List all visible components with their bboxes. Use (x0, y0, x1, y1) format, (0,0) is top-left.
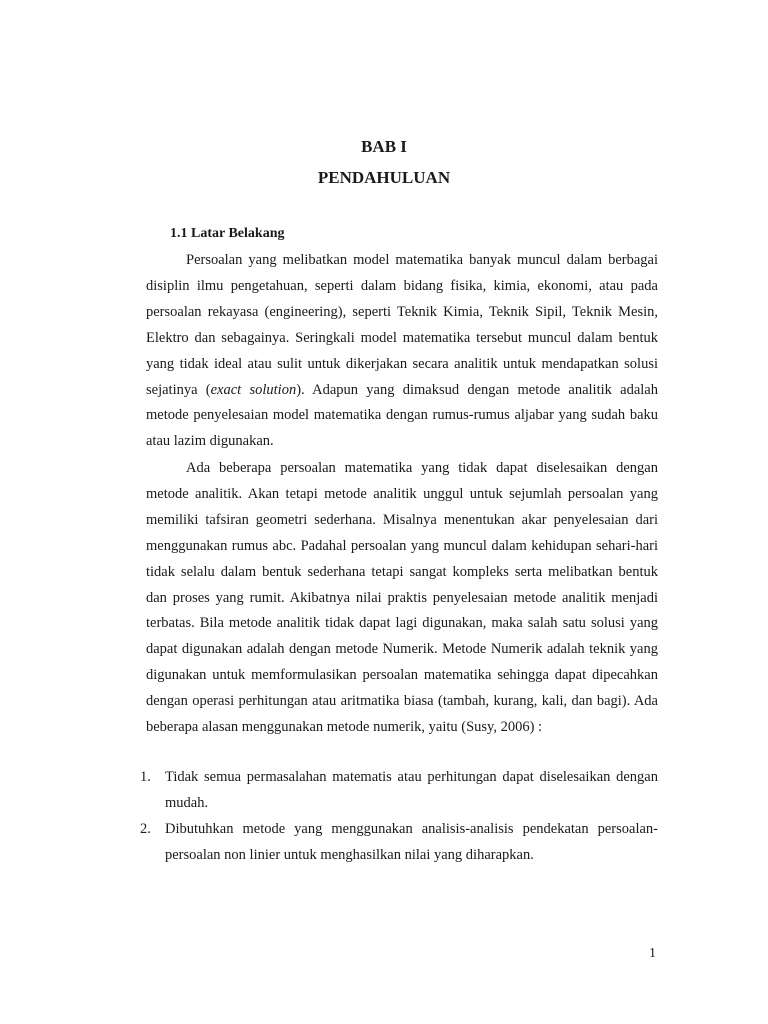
paragraph-1-text-end: ). Adapun yang dimaksud dengan metode analitik adalah metode penyelesaian model matematika dengan rumus-rumus aljabar yang sudah baku atau lazim digunakan. (146, 381, 658, 450)
list-item (140, 817, 658, 869)
paragraph-2-text: Ada beberapa persoalan matematika yang tidak dapat diselesaikan dengan metode analitik. Akan tetapi metode analitik unggul untuk sejumlah persoalan yang memiliki tafsiran geometri sederhana. Misalnya menentukan akar penyelesaian dari menggunakan rumus abc. Padahal persoalan yang muncul dalam kehidupan sehari-hari tidak selalu dalam bentuk sederhana tetapi sangat kompleks serta melibatkan bentuk dan proses yang rumit. Akibatnya nilai praktis penyelesaian metode analitik menjadi terbatas. Bila metode analitik tidak dapat lagi digunakan, maka salah satu solusi yang dapat digunakan adalah dengan metode Numerik. Metode Numerik adalah teknik yang digunakan untuk memformulasikan persoalan matematika sehingga dapat dipecahkan dengan operasi perhitungan atau aritmatika biasa (tambah, kurang, kali, dan bagi). Ada beberapa alasan menggunakan metode numerik, yaitu (Susy, 2006) : (146, 460, 658, 736)
chapter-title: PENDAHULUAN (317, 168, 451, 187)
section-heading: 1.1 Latar Belakang (170, 226, 285, 241)
reasons-list-item-1 (140, 765, 658, 817)
page-number: 1 (649, 946, 656, 961)
list-item-text: Tidak semua permasalahan matematis atau perhitungan dapat diselesaikan dengan mudah. (165, 769, 658, 811)
reasons-list-item-2 (140, 817, 658, 869)
chapter-number: BAB I (361, 137, 407, 156)
paragraph-1-italic-term: exact solution (210, 381, 297, 398)
paragraph-2 (146, 456, 658, 741)
paragraph-1-text: Persoalan yang melibatkan model matematika banyak muncul dalam berbagai disiplin ilmu pengetahuan, seperti dalam bidang fisika, kimia, ekonomi, atau pada persoalan rekayasa (engineering), seperti Teknik Kimia, Teknik Sipil, Teknik Mesin, Elektro dan sebagainya. Seringkali model matematika tersebut muncul dalam bentuk yang tidak ideal atau sulit untuk dikerjakan secara analitik untuk mendapatkan solusi sejatinya ( (146, 252, 658, 398)
list-item-text: Dibutuhkan metode yang menggunakan analisis-analisis pendekatan persoalan-persoalan non linier untuk menghasilkan nilai yang diharapkan. (165, 821, 658, 863)
list-item-number: 1. (140, 769, 151, 785)
list-item-number: 2. (140, 821, 151, 837)
paragraph-1 (146, 248, 658, 455)
list-item (140, 765, 658, 817)
